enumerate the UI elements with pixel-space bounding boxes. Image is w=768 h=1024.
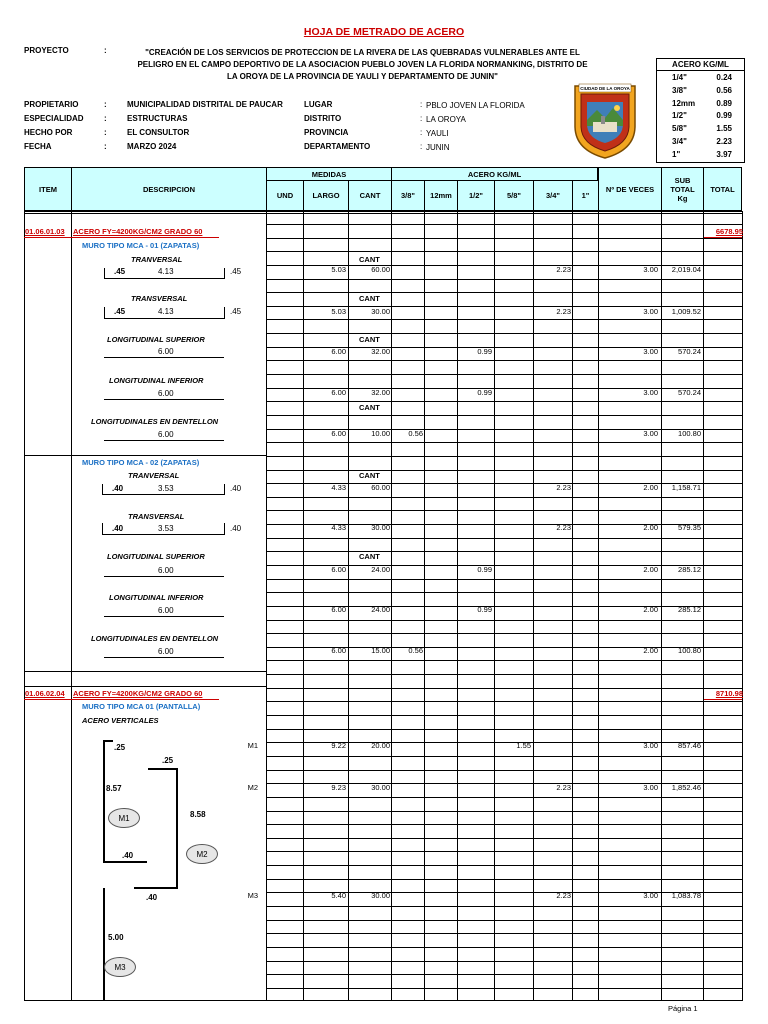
grid-row-line — [266, 961, 742, 962]
col-item: ITEM — [24, 167, 72, 211]
dim-text: 6.00 — [158, 347, 174, 356]
grid-row-line — [266, 470, 742, 471]
grid-row-line — [266, 838, 742, 839]
table-cell-d34: 2.23 — [556, 483, 571, 492]
subsection-title: MURO TIPO MCA 01 (PANTALLA) — [82, 702, 201, 711]
dim-text: .40 — [122, 851, 134, 860]
table-cell-sub: 570.24 — [678, 388, 701, 397]
dim-text: .25 — [162, 756, 174, 765]
grid-row-line — [266, 620, 742, 621]
grid-row-line — [266, 701, 742, 702]
table-cell-sub: 2,019.04 — [671, 265, 701, 274]
section-total: 8710.98 — [715, 689, 743, 698]
table-cell-d34: 2.23 — [556, 783, 571, 792]
dim-text: 4.13 — [158, 307, 174, 316]
grid-row-line — [266, 497, 742, 498]
proyecto-line-1: "CREACIÓN DE LOS SERVICIOS DE PROTECCION DE LA RIVERA DE LAS QUEBRADAS VULNERABLES ANTE EL — [145, 48, 580, 57]
table-cell-largo: 6.00 — [331, 565, 346, 574]
table-cell-veces: 3.00 — [643, 783, 658, 792]
table-cell-veces: 2.00 — [643, 565, 658, 574]
table-cell-largo: 5.03 — [331, 307, 346, 316]
field-value-2: YAULI — [426, 129, 449, 138]
label-long-sup: LONGITUDINAL SUPERIOR — [107, 335, 205, 344]
table-cell-cant: 60.00 — [371, 483, 390, 492]
proyecto-line-3: LA OROYA DE LA PROVINCIA DE YAULI Y DEPARTAMENTO DE JUNIN" — [227, 72, 498, 81]
grid-row-line — [266, 238, 742, 239]
grid-row-line — [266, 633, 742, 634]
table-cell-d12: 0.99 — [477, 388, 492, 397]
label-cant: CANT — [359, 552, 380, 561]
acero-ref-diameter: 1/2" — [672, 111, 687, 121]
table-cell-veces: 2.00 — [643, 646, 658, 655]
section-code: 01.06.01.03 — [25, 227, 65, 236]
table-cell-sub: 857.46 — [678, 741, 701, 750]
acero-ref-value: 0.99 — [716, 111, 732, 121]
field-label-2: LUGAR — [304, 100, 333, 109]
table-cell-sub: 1,009.52 — [671, 307, 701, 316]
acero-ref-value: 0.24 — [716, 73, 732, 82]
table-cell-sub: 285.12 — [678, 605, 701, 614]
label-tranversal: TRANVERSAL — [128, 471, 180, 480]
bar-mark-oval: M2 — [186, 844, 218, 864]
grid-col-line — [71, 211, 72, 1000]
acero-ref-diameter: 3/8" — [672, 85, 687, 95]
label-long-sup: LONGITUDINAL SUPERIOR — [107, 552, 205, 561]
dim-text: .45 — [230, 307, 242, 316]
table-cell-cant: 10.00 — [371, 429, 390, 438]
logo-top-text: CIUDAD DE LA OROYA — [580, 86, 630, 91]
acero-ref-diameter: 12mm — [672, 98, 696, 108]
label-transversal: TRANSVERSAL — [128, 512, 185, 521]
grid-row-line — [266, 865, 742, 866]
table-cell-d12: 0.99 — [477, 565, 492, 574]
table-cell-largo: 6.00 — [331, 388, 346, 397]
grid-row-line — [266, 715, 742, 716]
field-value-2: PBLO JOVEN LA FLORIDA — [426, 101, 525, 110]
field-label-2: DISTRITO — [304, 114, 342, 123]
section-title: ACERO FY=4200KG/CM2 GRADO 60 — [73, 689, 203, 698]
grid-col-line — [24, 211, 25, 1000]
field-colon: : — [104, 128, 107, 137]
dim-text: .45 — [230, 267, 242, 276]
table-cell-cant: 24.00 — [371, 605, 390, 614]
bar-mark-oval: M1 — [108, 808, 140, 828]
grid-row-line — [266, 933, 742, 934]
grid-line — [24, 455, 266, 456]
table-cell-cant: 32.00 — [371, 347, 390, 356]
table-cell-cant: 32.00 — [371, 388, 390, 397]
grid-row-line — [266, 770, 742, 771]
dim-text: .25 — [114, 743, 126, 752]
grid-row-line — [266, 729, 742, 730]
table-cell-veces: 2.00 — [643, 605, 658, 614]
grid-line — [24, 1000, 743, 1001]
grid-row-line — [266, 279, 742, 280]
field-label: ESPECIALIDAD — [24, 114, 84, 123]
table-cell-largo: 5.40 — [331, 891, 346, 900]
acero-ref-value: 2.23 — [716, 137, 732, 146]
page-footer: Página 1 — [668, 1004, 698, 1013]
dim-text: 6.00 — [158, 606, 174, 615]
field-label-2: PROVINCIA — [304, 128, 349, 137]
table-cell-largo: 4.33 — [331, 523, 346, 532]
grid-row-line — [266, 551, 742, 552]
table-cell-cant: 60.00 — [371, 265, 390, 274]
dim-text: 8.58 — [190, 810, 206, 819]
grid-line — [24, 671, 266, 672]
dim-text: 6.00 — [158, 389, 174, 398]
grid-row-line — [266, 401, 742, 402]
table-cell-sub: 100.80 — [678, 429, 701, 438]
table-cell-sub: 285.12 — [678, 565, 701, 574]
table-cell-d34: 2.23 — [556, 265, 571, 274]
table-cell-d34: 2.23 — [556, 523, 571, 532]
table-cell-cant: 20.00 — [371, 741, 390, 750]
table-cell-d12: 0.99 — [477, 605, 492, 614]
acero-ref-diameter: 5/8" — [672, 124, 687, 134]
grid-row-line — [266, 879, 742, 880]
field-colon: : — [104, 114, 107, 123]
table-cell-veces: 2.00 — [643, 483, 658, 492]
dim-text: 6.00 — [158, 647, 174, 656]
acero-ref-diameter: 3/4" — [672, 137, 687, 146]
table-cell-cant: 15.00 — [371, 646, 390, 655]
label-transversal: TRANSVERSAL — [131, 294, 188, 303]
col-1: 1" — [572, 180, 599, 211]
grid-row-line — [266, 442, 742, 443]
table-cell-largo: 6.00 — [331, 429, 346, 438]
grid-row-line — [266, 510, 742, 511]
table-cell-d34: 2.23 — [556, 307, 571, 316]
label-long-inf: LONGITUDINAL INFERIOR — [109, 376, 204, 385]
table-cell-largo: 9.23 — [331, 783, 346, 792]
field-value: ESTRUCTURAS — [127, 114, 188, 123]
municipal-logo-icon — [571, 80, 639, 160]
label-cant: CANT — [359, 255, 380, 264]
grid-row-line — [266, 660, 742, 661]
grid-line — [24, 213, 743, 214]
grid-row-line — [266, 974, 742, 975]
dim-text: .45 — [114, 267, 126, 276]
grid-row-line — [266, 374, 742, 375]
col-5-8: 5/8" — [494, 180, 534, 211]
grid-row-line — [266, 811, 742, 812]
label-long-dent: LONGITUDINALES EN DENTELLON — [91, 634, 219, 643]
grid-row-line — [266, 579, 742, 580]
dim-text: .40 — [112, 524, 124, 533]
table-cell-cant: 30.00 — [371, 307, 390, 316]
grid-row-line — [266, 688, 742, 689]
table-cell-sub: 570.24 — [678, 347, 701, 356]
table-cell-largo: 6.00 — [331, 347, 346, 356]
table-cell-und: M3 — [247, 891, 258, 900]
dim-text: .45 — [114, 307, 126, 316]
table-cell-veces: 3.00 — [643, 429, 658, 438]
col-und: UND — [266, 180, 304, 211]
grid-row-line — [266, 224, 742, 225]
label-cant: CANT — [359, 471, 380, 480]
grid-row-line — [266, 988, 742, 989]
dim-text: 5.00 — [108, 933, 124, 942]
table-cell-d34: 2.23 — [556, 891, 571, 900]
dim-text: .40 — [230, 524, 242, 533]
grid-row-line — [266, 415, 742, 416]
table-cell-sub: 1,083.78 — [671, 891, 701, 900]
field-colon: : — [104, 142, 107, 151]
acero-ref-value: 0.56 — [716, 85, 732, 95]
grid-col-line — [742, 211, 743, 1000]
proyecto-colon: : — [104, 46, 107, 55]
dim-text: .40 — [146, 893, 158, 902]
grid-row-line — [266, 797, 742, 798]
field-colon: : — [420, 128, 423, 137]
table-cell-cant: 30.00 — [371, 523, 390, 532]
table-cell-veces: 3.00 — [643, 307, 658, 316]
field-value-2: JUNIN — [426, 143, 450, 152]
table-cell-cant: 24.00 — [371, 565, 390, 574]
acero-ref-value: 3.97 — [716, 149, 732, 159]
col-acero-kgml: ACERO KG/ML — [391, 167, 598, 181]
col-cant: CANT — [348, 180, 392, 211]
dim-text: 6.00 — [158, 430, 174, 439]
col-1-2: 1/2" — [457, 180, 495, 211]
acero-ref-diameter: 1" — [672, 149, 681, 159]
dim-text: 3.53 — [158, 484, 174, 493]
field-label-2: DEPARTAMENTO — [304, 142, 371, 151]
grid-row-line — [266, 920, 742, 921]
col-subtotal: SUB TOTAL Kg — [661, 167, 704, 211]
table-cell-veces: 3.00 — [643, 388, 658, 397]
table-cell-largo: 4.33 — [331, 483, 346, 492]
col-descripcion: DESCRIPCION — [71, 167, 267, 211]
grid-row-line — [266, 360, 742, 361]
col-12mm: 12mm — [424, 180, 458, 211]
proyecto-label: PROYECTO — [24, 46, 69, 55]
col-total: TOTAL — [703, 167, 742, 211]
table-cell-sub: 100.80 — [678, 646, 701, 655]
grid-row-line — [266, 947, 742, 948]
table-cell-largo: 5.03 — [331, 265, 346, 274]
grid-row-line — [266, 592, 742, 593]
label-acero-vert: ACERO VERTICALES — [82, 716, 159, 725]
table-cell-veces: 3.00 — [643, 265, 658, 274]
grid-row-line — [266, 456, 742, 457]
dim-text: .40 — [230, 484, 242, 493]
col-nveces: Nº DE VECES — [598, 167, 662, 211]
table-cell-veces: 3.00 — [643, 891, 658, 900]
label-cant: CANT — [359, 294, 380, 303]
dim-text: 4.13 — [158, 267, 174, 276]
label-tranversal: TRANVERSAL — [131, 255, 183, 264]
acero-ref-value: 1.55 — [716, 124, 732, 134]
field-value-2: LA OROYA — [426, 115, 466, 124]
grid-row-line — [266, 906, 742, 907]
table-cell-cant: 30.00 — [371, 891, 390, 900]
section-title: ACERO FY=4200KG/CM2 GRADO 60 — [73, 227, 203, 236]
table-cell-veces: 3.00 — [643, 741, 658, 750]
grid-row-line — [266, 674, 742, 675]
field-colon: : — [420, 114, 423, 123]
dim-text: 8.57 — [106, 784, 122, 793]
label-cant: CANT — [359, 335, 380, 344]
subsection-title: MURO TIPO MCA - 01 (ZAPATAS) — [82, 241, 200, 250]
proyecto-line-2: PELIGRO EN EL CAMPO DEPORTIVO DE LA ASOCIACION PUEBLO JOVEN LA FLORIDA NORMANKING, DISTRITO DE — [137, 60, 588, 69]
table-cell-largo: 9.22 — [331, 741, 346, 750]
section-total: 6678.95 — [715, 227, 743, 236]
field-colon: : — [104, 100, 107, 109]
acero-ref-diameter: 1/4" — [672, 73, 687, 82]
grid-row-line — [266, 824, 742, 825]
dim-text: 6.00 — [158, 566, 174, 575]
grid-row-line — [266, 851, 742, 852]
col-largo: LARGO — [303, 180, 349, 211]
col-3-8: 3/8" — [391, 180, 425, 211]
table-cell-d58: 1.55 — [516, 741, 531, 750]
bar-mark-oval: M3 — [104, 957, 136, 977]
table-cell-und: M2 — [247, 783, 258, 792]
label-long-dent: LONGITUDINALES EN DENTELLON — [91, 417, 219, 426]
sheet-title: HOJA DE METRADO DE ACERO — [303, 26, 465, 38]
table-cell-veces: 2.00 — [643, 523, 658, 532]
field-colon: : — [420, 100, 423, 109]
grid-row-line — [266, 292, 742, 293]
table-cell-sub: 1,158.71 — [671, 483, 701, 492]
grid-row-line — [266, 319, 742, 320]
col-medidas: MEDIDAS — [266, 167, 392, 181]
field-value: MARZO 2024 — [127, 142, 177, 151]
grid-line — [24, 211, 743, 212]
table-cell-d12: 0.99 — [477, 347, 492, 356]
subsection-title: MURO TIPO MCA - 02 (ZAPATAS) — [82, 458, 200, 467]
table-cell-sub: 579.35 — [678, 523, 701, 532]
field-label: FECHA — [24, 142, 52, 151]
table-cell-largo: 6.00 — [331, 605, 346, 614]
section-code: 01.06.02.04 — [25, 689, 65, 698]
dim-text: 3.53 — [158, 524, 174, 533]
acero-ref-title: ACERO KG/ML — [672, 60, 729, 69]
field-label: HECHO POR — [24, 128, 73, 137]
grid-line — [24, 686, 266, 687]
table-cell-cant: 30.00 — [371, 783, 390, 792]
field-colon: : — [420, 142, 423, 151]
field-value: EL CONSULTOR — [127, 128, 190, 137]
grid-row-line — [266, 333, 742, 334]
col-3-4: 3/4" — [533, 180, 573, 211]
table-cell-und: M1 — [247, 741, 258, 750]
grid-row-line — [266, 538, 742, 539]
field-label: PROPIETARIO — [24, 100, 79, 109]
acero-ref-value: 0.89 — [716, 98, 732, 108]
grid-row-line — [266, 251, 742, 252]
field-value: MUNICIPALIDAD DISTRITAL DE PAUCAR — [127, 100, 283, 109]
table-cell-veces: 3.00 — [643, 347, 658, 356]
grid-row-line — [266, 756, 742, 757]
table-cell-d38: 0.56 — [408, 646, 423, 655]
dim-text: .40 — [112, 484, 124, 493]
table-cell-sub: 1,852.46 — [671, 783, 701, 792]
label-cant: CANT — [359, 403, 380, 412]
table-cell-largo: 6.00 — [331, 646, 346, 655]
table-cell-d38: 0.56 — [408, 429, 423, 438]
label-long-inf: LONGITUDINAL INFERIOR — [109, 593, 204, 602]
